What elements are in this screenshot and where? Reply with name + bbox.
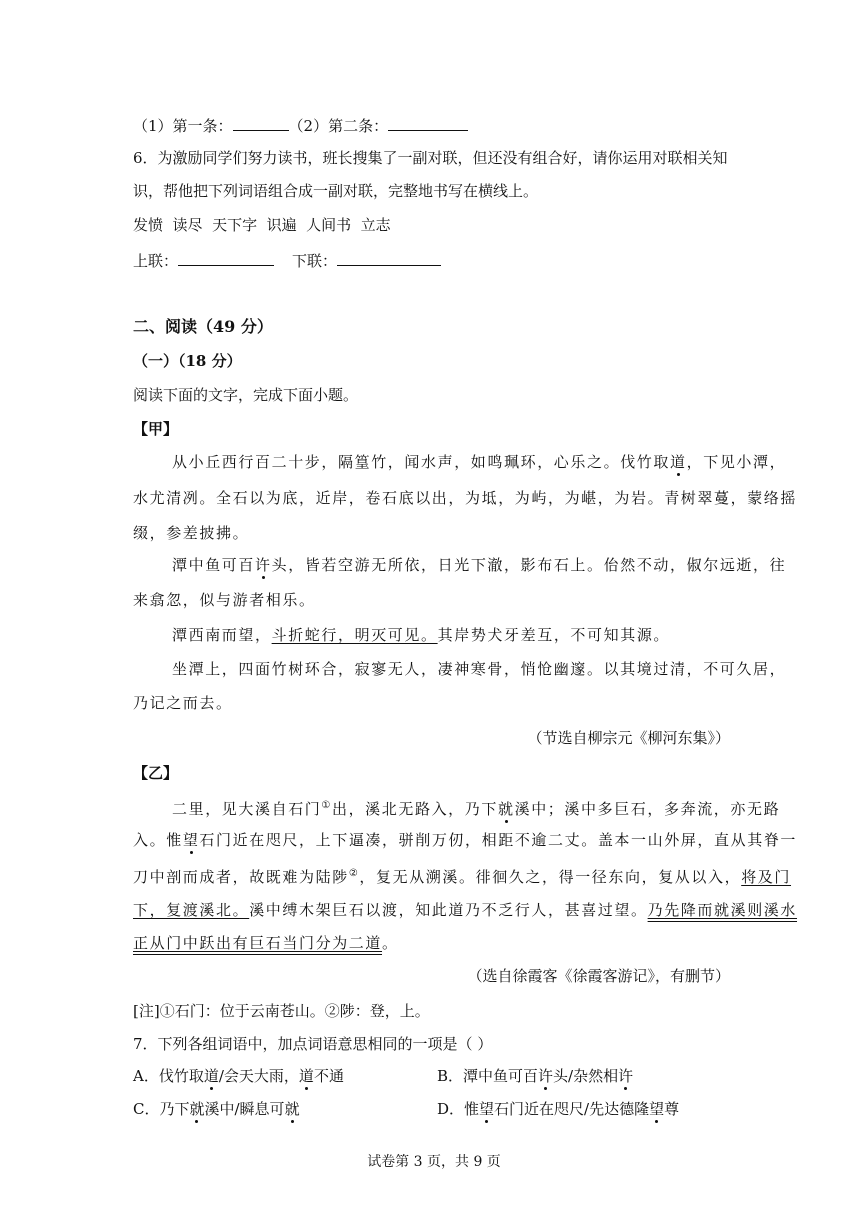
reading-instruction: 阅读下面的文字，完成下面小题。 xyxy=(133,386,359,404)
q6-couplet-line xyxy=(133,249,441,271)
q6-lower-label: 下联： xyxy=(292,252,338,270)
double-underlined-sentence: 乃先降而就溪则溪水 xyxy=(647,901,798,919)
underlined-sentence: 下，复渡溪北。 xyxy=(133,901,250,919)
yi-text: 溪中缚木架巨石以渡，知此道乃不乏行人，甚喜过望。 xyxy=(249,901,648,919)
jia-text: 从小丘西行百二十步，隔篁竹，闻水声，如鸣珮环，心乐之。伐竹取 xyxy=(172,453,671,471)
q7-option-a[interactable] xyxy=(133,1066,344,1086)
passage-yi-label: 【乙】 xyxy=(133,764,179,782)
option-text: /会天大雨， xyxy=(218,1067,299,1085)
jia-p1-line-2: 水尤清冽。全石以为底，近岸，卷石底以出，为坻，为屿，为嵁，为岩。青树翠蔓，蒙络摇 xyxy=(133,489,798,507)
double-underlined-sentence: 正从门中跃出有巨石当门分为二道 xyxy=(133,934,383,952)
yi-text: 刀中剖而成者，故既难为陆陟 xyxy=(133,868,349,886)
jia-p4-line-1: 坐潭上，四面竹树环合，寂寥无人，凄神寒骨，悄怆幽邃。以其境过清，不可久居， xyxy=(172,660,787,678)
passage-jia-label: 【甲】 xyxy=(133,420,179,438)
yi-text: 。 xyxy=(382,934,399,952)
q6-stem-line-2: 识，帮他把下列词语组合成一副对联，完整地书写在横线上。 xyxy=(133,182,539,200)
emphasis-dot-char: 望 xyxy=(479,1100,495,1118)
option-text: 石门近在咫尺/先达德隆 xyxy=(494,1100,650,1118)
q5-answer-line xyxy=(133,114,468,136)
yi-line-1 xyxy=(172,796,780,819)
footnote-marker: ① xyxy=(321,800,332,811)
q6-word-list: 发愤 读尽 天下字 识遍 人间书 立志 xyxy=(133,216,391,234)
jia-text: 潭中鱼可百 xyxy=(172,556,256,574)
jia-source: （节选自柳宗元《柳河东集》） xyxy=(527,729,730,747)
annotation-note: [注]①石门：位于云南苍山。②陟：登，上。 xyxy=(133,1002,430,1020)
emphasis-dot-char: 望 xyxy=(182,831,200,849)
jia-p2-line-2: 来翕忽，似与游者相乐。 xyxy=(133,591,316,609)
emphasis-dot-char: 许 xyxy=(538,1067,554,1085)
jia-p1-line-3: 缀，参差披拂。 xyxy=(133,524,250,542)
jia-p1-line-1 xyxy=(172,452,786,472)
q7-option-b[interactable] xyxy=(437,1066,633,1086)
yi-source: （选自徐霞客《徐霞客游记》，有删节） xyxy=(467,967,730,985)
q5-second-label: （2）第二条： xyxy=(288,117,389,135)
jia-text: ，下见小潭， xyxy=(686,453,787,471)
yi-line-2 xyxy=(133,830,797,850)
emphasis-dot-char: 就 xyxy=(189,1100,205,1118)
option-text: D．惟 xyxy=(437,1100,480,1118)
emphasis-dot-char: 道 xyxy=(298,1067,314,1085)
jia-text: 其岸势犬牙差互，不可知其源。 xyxy=(437,626,671,644)
option-text: 尊 xyxy=(664,1100,680,1118)
emphasis-dot-char: 许 xyxy=(255,556,272,574)
q6-lower-blank[interactable] xyxy=(337,249,441,266)
q6-stem-line-1: 6．为激励同学们努力读书，班长搜集了一副对联，但还没有组合好，请你运用对联相关知 xyxy=(133,149,728,167)
yi-text: ，复无从溯溪。徘徊久之，得一径东向，复从以入， xyxy=(359,868,742,886)
q5-first-blank[interactable] xyxy=(233,114,289,131)
q5-second-blank[interactable] xyxy=(388,114,468,131)
option-text: A．伐竹取 xyxy=(133,1067,204,1085)
q6-upper-label: 上联： xyxy=(133,252,179,270)
jia-p3-line xyxy=(172,625,670,645)
q7-option-c[interactable] xyxy=(133,1099,300,1119)
jia-p4-line-2: 乃记之而去。 xyxy=(133,694,233,712)
jia-p2-line-1 xyxy=(172,555,786,575)
yi-line-3 xyxy=(133,864,791,887)
q7-stem: 7．下列各组词语中，加点词语意思相同的一项是（ ） xyxy=(133,1035,493,1053)
page-footer: 试卷第 3 页，共 9 页 xyxy=(367,1154,501,1170)
option-text: B．潭中鱼可百 xyxy=(437,1067,539,1085)
yi-line-5 xyxy=(133,933,399,953)
emphasis-dot-char: 就 xyxy=(498,800,515,818)
q6-upper-blank[interactable] xyxy=(178,249,274,266)
emphasis-dot-char: 道 xyxy=(203,1067,219,1085)
yi-line-4 xyxy=(133,900,797,920)
underlined-sentence: 斗折蛇行，明灭可见。 xyxy=(271,626,438,644)
subsection-1-heading: （一）（18 分） xyxy=(133,352,242,370)
yi-text: 石门近在咫尺，上下逼凑，骈削万仞，相距不逾二丈。盖本一山外屏，直从其脊一 xyxy=(199,831,798,849)
emphasis-dot-char: 道 xyxy=(670,453,687,471)
section-2-heading: 二、阅读（49 分） xyxy=(133,317,273,336)
emphasis-dot-char: 望 xyxy=(649,1100,665,1118)
option-text: 溪中/瞬息可 xyxy=(204,1100,285,1118)
jia-text: 潭西南而望， xyxy=(172,626,272,644)
q7-option-d[interactable] xyxy=(437,1099,679,1119)
yi-text: 入。惟 xyxy=(133,831,183,849)
emphasis-dot-char: 就 xyxy=(284,1100,300,1118)
option-text: 不通 xyxy=(313,1067,344,1085)
jia-text: 头，皆若空游无所依，日光下澈，影布石上。佁然不动，俶尔远逝，往 xyxy=(271,556,787,574)
yi-text: 溪中；溪中多巨石，多奔流，亦无路 xyxy=(514,800,781,818)
q5-first-label: （1）第一条： xyxy=(133,117,233,135)
yi-text: 出，溪北无路入，乃下 xyxy=(331,800,498,818)
emphasis-dot-char: 许 xyxy=(618,1067,634,1085)
underlined-sentence: 将及门 xyxy=(741,868,792,886)
option-text: 头/杂然相 xyxy=(553,1067,619,1085)
yi-text: 二里，见大溪自石门 xyxy=(172,800,322,818)
footnote-marker: ② xyxy=(348,868,360,879)
option-text: C．乃下 xyxy=(133,1100,190,1118)
